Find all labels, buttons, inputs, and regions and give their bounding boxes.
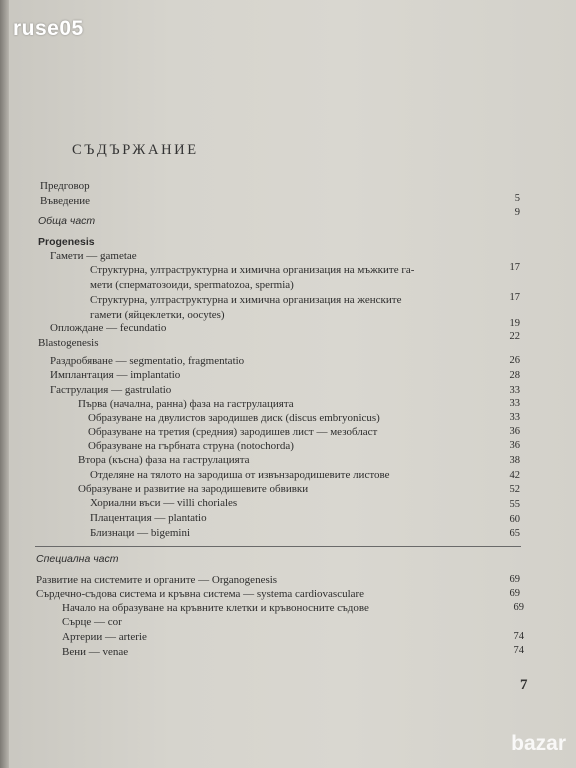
toc-entry-male-gametes-cont: мети (сперматозоиди, spermatozoa, spermia) <box>90 279 294 291</box>
toc-entry-female-gametes-cont: гамети (яйцеклетки, oocytes) <box>90 309 225 321</box>
toc-page-twins: 65 <box>509 528 520 539</box>
toc-entry-female-gametes: Структурна, ултраструктурна и химична организация на женските <box>90 294 402 306</box>
toc-page-segmentation: 26 <box>509 355 520 366</box>
toc-page-implantation: 28 <box>509 370 520 381</box>
toc-entry-cardiovascular: Сърдечно-съдова система и кръвна система — systema cardiovasculare <box>36 588 365 600</box>
toc-page-blood-cells: 69 <box>513 602 524 613</box>
toc-entry-chorionic-villi: Хориални въси — villi choriales <box>90 497 238 509</box>
toc-entry-gastrulation: Гаструлация — gastrulatio <box>50 384 172 396</box>
toc-page-separation: 42 <box>509 470 520 481</box>
toc-page-blastogenesis: 22 <box>509 331 520 342</box>
toc-entry-segmentation: Раздробяване — segmentatio, fragmentatio <box>50 355 245 367</box>
toc-entry-notochord: Образуване на гърбната струна (notochorda) <box>88 440 294 452</box>
toc-entry-second-phase: Втора (късна) фаза на гаструлацията <box>78 454 250 466</box>
toc-page-introduction: 9 <box>514 207 520 218</box>
toc-page-membranes: 52 <box>509 484 520 495</box>
toc-page-first-phase: 33 <box>509 398 520 409</box>
toc-entry-gametes: Гамети — gametae <box>50 250 137 262</box>
toc-entry-first-phase: Първа (начална, ранна) фаза на гаструлацията <box>78 398 294 410</box>
toc-page-fertilization: 19 <box>509 318 520 329</box>
toc-entry-progenesis: Progenesis <box>38 236 95 248</box>
toc-page-notochord: 36 <box>509 440 520 451</box>
toc-page-veins: 74 <box>513 645 524 656</box>
toc-entry-special-part: Специална част <box>36 553 119 565</box>
toc-page-chorionic-villi: 55 <box>509 499 520 510</box>
toc-entry-bilaminar-disc: Образуване на двулистов зародишев диск (discus embryonicus) <box>88 412 380 424</box>
page-number: 7 <box>520 677 528 693</box>
toc-entry-twins: Близнаци — bigemini <box>90 527 191 539</box>
toc-page-bilaminar-disc: 33 <box>509 412 520 423</box>
toc-entry-arteries: Артерии — arterie <box>62 631 147 643</box>
watermark-bottom-logo: bazar <box>511 732 566 755</box>
toc-entry-separation: Отделяне на тялото на зародиша от извънзародишевите листове <box>90 469 390 481</box>
toc-page-male-gametes: 17 <box>509 262 520 273</box>
toc-entry-general-part: Обща част <box>38 215 96 227</box>
toc-page-cardiovascular: 69 <box>509 588 520 599</box>
toc-page-mesoblast: 36 <box>509 426 520 437</box>
watermark-top-logo: ruse05 <box>13 17 84 40</box>
toc-page-gastrulation: 33 <box>509 385 520 396</box>
toc-page-placentation: 60 <box>509 514 520 525</box>
section-divider <box>35 546 521 547</box>
toc-entry-mesoblast: Образуване на третия (средния) зародишев лист — мезобласт <box>88 426 378 438</box>
toc-entry-organogenesis: Развитие на системите и органите — Organogenesis <box>36 574 278 586</box>
toc-page-female-gametes: 17 <box>509 292 520 303</box>
toc-title: СЪДЪРЖАНИЕ <box>72 142 199 158</box>
toc-page-preface: 5 <box>514 193 520 204</box>
book-spine <box>0 0 9 768</box>
toc-entry-heart: Сърце — cor <box>62 616 122 628</box>
toc-entry-fertilization: Оплождане — fecundatio <box>50 322 167 334</box>
toc-entry-membranes: Образуване и развитие на зародишевите обвивки <box>78 483 309 495</box>
toc-entry-blood-cells: Начало на образуване на кръвните клетки и кръвоносните съдове <box>62 602 369 614</box>
toc-page-arteries: 74 <box>513 631 524 642</box>
toc-entry-preface: Предговор <box>40 180 90 192</box>
toc-entry-male-gametes: Структурна, ултраструктурна и химична организация на мъжките га- <box>90 264 415 276</box>
toc-page-organogenesis: 69 <box>509 574 520 585</box>
toc-entry-introduction: Въведение <box>40 195 91 207</box>
toc-entry-blastogenesis: Blastogenesis <box>38 337 99 349</box>
toc-entry-veins: Вени — venae <box>62 646 129 658</box>
toc-entry-implantation: Имплантация — implantatio <box>50 369 181 381</box>
toc-page-second-phase: 38 <box>509 455 520 466</box>
toc-entry-placentation: Плацентация — plantatio <box>90 512 207 524</box>
